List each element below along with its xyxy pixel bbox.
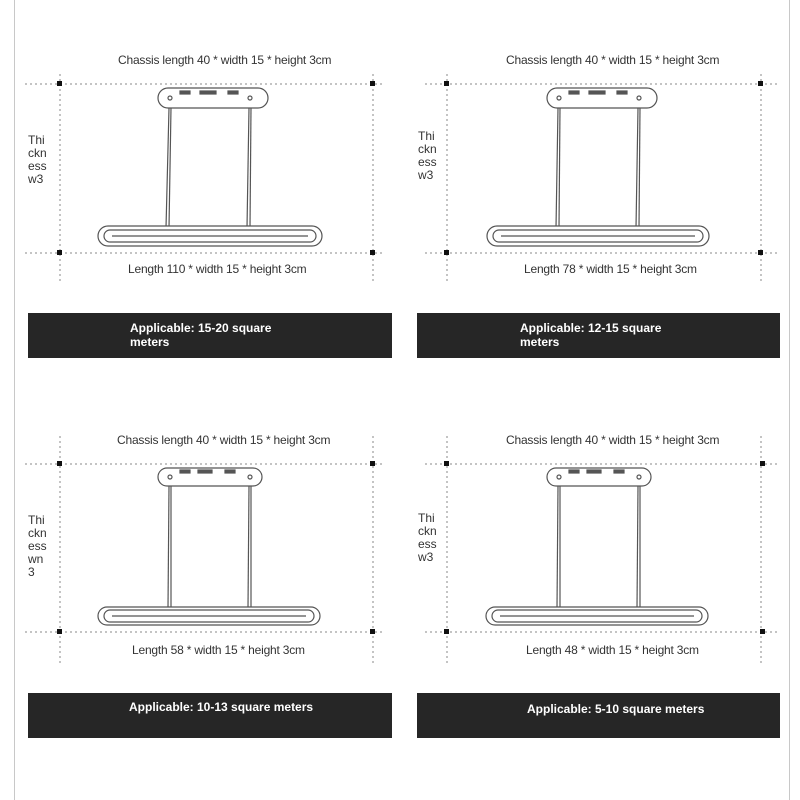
applicable-area-bar-2 (417, 313, 780, 358)
thickness-label: Thi ckn ess w3 (418, 129, 437, 182)
applicable-area-text: Applicable: 15-20 square meters (130, 321, 272, 349)
thickness-label: Thi ckn ess w3 (418, 511, 437, 564)
page-border-right (789, 0, 790, 800)
chassis-dimensions: Chassis length 40 * width 15 * height 3cm (506, 433, 720, 447)
pendant-lamp-diagram (390, 0, 780, 300)
chassis-dimensions: Chassis length 40 * width 15 * height 3cm (118, 53, 332, 67)
applicable-area-bar-4 (417, 693, 780, 738)
applicable-area-bar-1 (28, 313, 392, 358)
pendant-lamp-diagram (390, 380, 780, 680)
thickness-label: Thi ckn ess w3 (28, 133, 47, 186)
lamp-dimensions: Length 78 * width 15 * height 3cm (524, 262, 697, 276)
chassis-dimensions: Chassis length 40 * width 15 * height 3cm (506, 53, 720, 67)
lamp-dimensions: Length 48 * width 15 * height 3cm (526, 643, 699, 657)
thickness-label: Thi ckn ess wn 3 (28, 513, 47, 579)
lamp-dimensions: Length 110 * width 15 * height 3cm (128, 262, 307, 276)
chassis-dimensions: Chassis length 40 * width 15 * height 3cm (117, 433, 331, 447)
applicable-area-text: Applicable: 5-10 square meters (527, 702, 705, 716)
applicable-area-bar-3 (28, 693, 392, 738)
applicable-area-text: Applicable: 12-15 square meters (520, 321, 662, 349)
pendant-lamp-diagram (0, 380, 390, 680)
applicable-area-text: Applicable: 10-13 square meters (129, 700, 314, 714)
lamp-dimensions: Length 58 * width 15 * height 3cm (132, 643, 305, 657)
pendant-lamp-diagram (0, 0, 390, 300)
